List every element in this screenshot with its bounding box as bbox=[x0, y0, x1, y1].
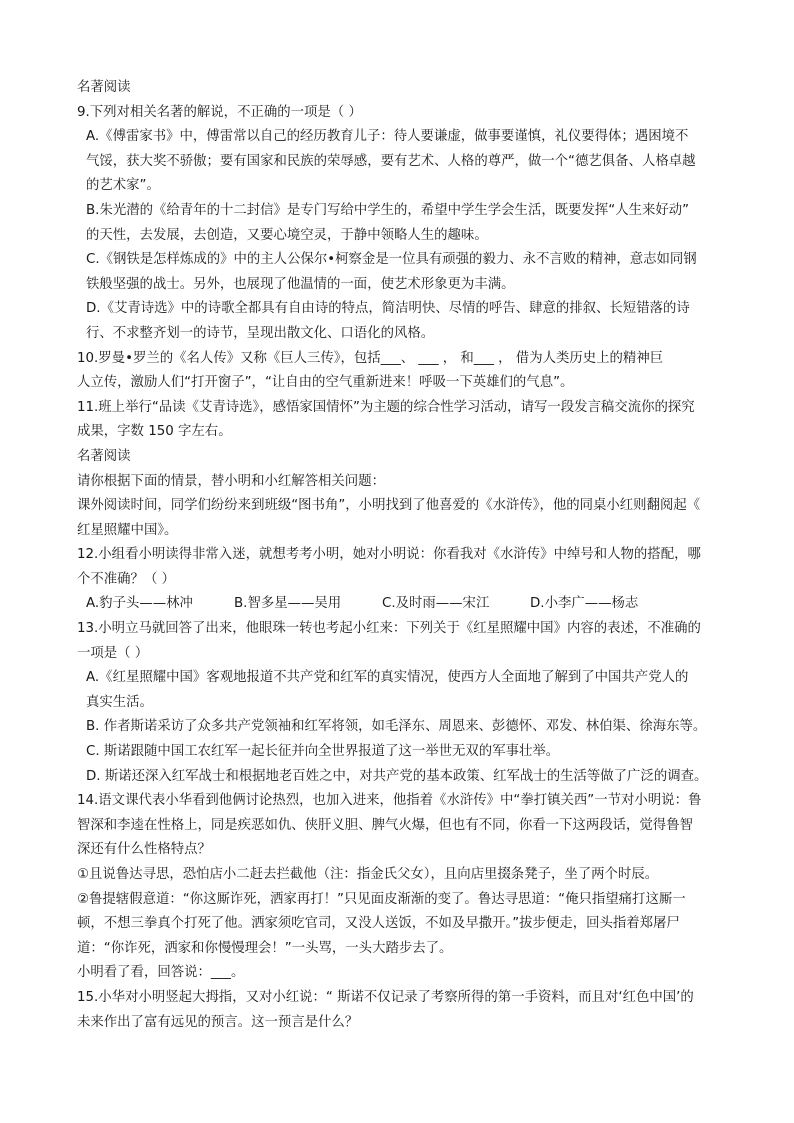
question-15 bbox=[77, 986, 719, 1035]
quote-paragraph-2: 顿，不想三拳真个打死了他。洒家须吃官司，又没人送饭，不如及早撒开。”拔步便走，回头指着郑屠尸 bbox=[77, 916, 680, 932]
option-a-line: 的艺术家”。 bbox=[86, 178, 160, 194]
quote-paragraph-1: ①且说鲁达寻思，恐怕店小二赶去拦截他（注：指金氏父女），且向店里掇条凳子，坐了两个时辰。 bbox=[77, 867, 659, 882]
answer-line: 小明看了看，回答说：___。 bbox=[77, 965, 245, 981]
option-a-line: A.《红星照耀中国》客观地报道不共产党和红军的真实情况，使西方人全面地了解到了中国共产党人的 bbox=[86, 670, 689, 686]
section-heading: 名著阅读 bbox=[77, 448, 131, 464]
question-line: 个不准确？（ ） bbox=[77, 571, 175, 587]
question-line: 13.小明立马就回答了出来，他眼珠一转也考起小红来：下列关于《红星照耀中国》内容的表述，不准确的 bbox=[77, 621, 701, 637]
option-c-line: C.《钢铁是怎样炼成的》中的主人公保尔•柯察金是一位具有顽强的毅力、永不言败的精神，意志如同钢 bbox=[86, 252, 697, 268]
question-line: 未来作出了富有远见的预言。这一预言是什么？ bbox=[77, 1014, 359, 1030]
section-heading: 名著阅读 bbox=[77, 80, 131, 95]
question-line: 成果，字数 150 字左右。 bbox=[77, 424, 232, 440]
question-13 bbox=[77, 617, 719, 789]
question-line: 14.语文课代表小华看到他俩讨论热烈，也加入进来，他指着《水浒传》中“拳打镇关西”一节对小明说：鲁 bbox=[77, 793, 702, 809]
question-line: 智深和李逵在性格上，同是疾恶如仇、侠肝义胆、脾气火爆，但也有不同，你看一下这两段话，觉得鲁智 bbox=[77, 817, 693, 833]
question-9 bbox=[77, 101, 719, 347]
question-10 bbox=[77, 347, 719, 396]
intro-line: 请你根据下面的情景，替小明和小红解答相关问题： bbox=[77, 473, 385, 489]
question-14 bbox=[77, 789, 719, 986]
option-b-line: B. 作者斯诺采访了众多共产党领袖和红军将领，如毛泽东、周恩来、彭德怀、邓发、林伯渠、徐海东等。 bbox=[86, 719, 707, 735]
option-d: D.小李广——杨志 bbox=[530, 596, 639, 612]
document-content bbox=[77, 76, 719, 1035]
option-b-line: 的天性，去发展，去创造，又要心境空灵，于静中领略人生的趣味。 bbox=[86, 227, 488, 243]
question-line: 15.小华对小明竖起大拇指，又对小红说：“ 斯诺不仅记录了考察所得的第一手资料，而且对‘红色中国’的 bbox=[77, 989, 694, 1005]
option-d-line: D.《艾青诗选》中的诗歌全都具有自由诗的特点，简洁明快、尽情的呼告、肆意的排叙、长短错落的诗 bbox=[86, 301, 690, 317]
option-a: A.豹子头——林冲 bbox=[86, 596, 193, 612]
quote-paragraph-2: ②鲁提辖假意道：“你这厮诈死，洒家再打！”只见面皮渐渐的变了。鲁达寻思道：“俺只指望痛打这厮一 bbox=[77, 891, 686, 907]
option-d-line: D. 斯诺还深入红军战士和根据地老百姓之中，对共产党的基本政策、红军战士的生活等做了广泛的调查。 bbox=[86, 768, 708, 784]
option-a-line: 真实生活。 bbox=[86, 694, 153, 710]
question-line: 一项是（ ） bbox=[77, 645, 149, 661]
question-line: 深还有什么性格特点？ bbox=[77, 842, 211, 858]
option-a-line: 气馁，获大奖不骄傲；要有国家和民族的荣辱感，要有艺术、人格的尊严，做一个“德艺俱备、人格卓越 bbox=[86, 153, 696, 169]
question-line: 人立传，激励人们“打开窗子”，“让自由的空气重新进来！呼吸一下英雄们的气息”。 bbox=[77, 375, 574, 391]
question-line: 11.班上举行“品读《艾青诗选》，感悟家国情怀”为主题的综合性学习活动，请写一段发言稿交流你的探究 bbox=[77, 399, 695, 415]
option-a-line: A.《傅雷家书》中，傅雷常以自己的经历教育儿子：待人要谦虚，做事要谨慎，礼仪要得体；遇困境不 bbox=[86, 129, 689, 145]
option-c-line: 铁般坚强的战士。另外，也展现了他温情的一面，使艺术形象更为丰满。 bbox=[86, 276, 515, 292]
question-11 bbox=[77, 396, 719, 445]
options-row bbox=[77, 592, 719, 617]
option-b: B.智多星——吴用 bbox=[234, 596, 342, 612]
option-c: C.及时雨——宋江 bbox=[382, 596, 490, 612]
question-line: 12.小组看小明读得非常入迷，就想考考小明，她对小明说：你看我对《水浒传》中绰号和人物的搭配，哪 bbox=[77, 547, 701, 563]
quote-paragraph-2: 道：“你诈死，洒家和你慢慢理会！”一头骂，一头大踏步去了。 bbox=[77, 940, 453, 956]
option-c-line: C. 斯诺跟随中国工农红军一起长征并向全世界报道了这一举世无双的军事壮举。 bbox=[86, 744, 560, 760]
intro-line: 课外阅读时间，同学们纷纷来到班级“图书角”，小明找到了他喜爱的《水浒传》，他的同桌小红则翻阅起《 bbox=[77, 498, 701, 514]
option-d-line: 行、不求整齐划一的诗节，呈现出散文化、口语化的风格。 bbox=[86, 325, 435, 341]
option-b-line: B.朱光潜的《给青年的十二封信》是专门写给中学生的，希望中学生学会生活，既要发挥“人生来好动” bbox=[86, 202, 690, 218]
question-line: 10.罗曼•罗兰的《名人传》又称《巨人三传》，包括___、 ___ ， 和___ ， 借为人类历史上的精神巨 bbox=[77, 350, 664, 366]
intro-line: 红星照耀中国》。 bbox=[77, 522, 178, 538]
question-12 bbox=[77, 543, 719, 617]
question-stem: 9.下列对相关名著的解说，不正确的一项是（ ） bbox=[77, 104, 362, 120]
